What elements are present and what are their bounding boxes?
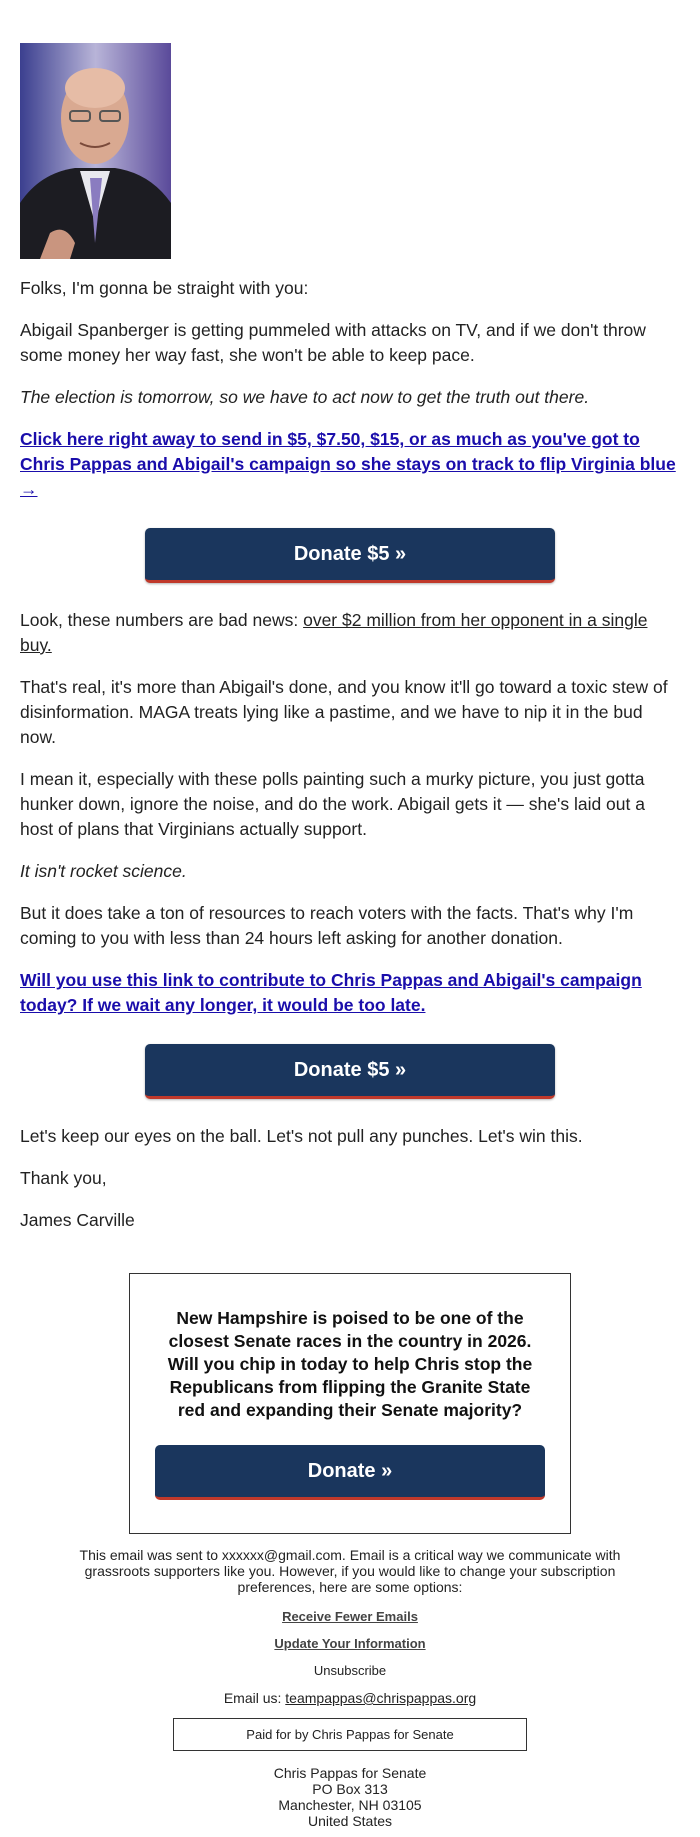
button-row <box>20 528 680 583</box>
donate-link-2[interactable]: Will you use this link to contribute to Chris Pappas and Abigail's campaign today? If we wait any longer, it would be too late. <box>20 970 642 1015</box>
address-line: Chris Pappas for Senate <box>273 1765 427 1781</box>
paragraph: But it does take a ton of resources to reach voters with the facts. That's why I'm coming to you with less than 24 hours left asking for another donation. <box>20 903 634 948</box>
opponent-spending-link[interactable]: over $2 million from her opponent in a single buy. <box>20 610 648 655</box>
email-us <box>20 1690 680 1706</box>
email-us-link[interactable]: teampappas@chrispappas.org <box>285 1690 477 1706</box>
italic-paragraph: The election is tomorrow, so we have to act now to get the truth out there. <box>20 387 590 407</box>
footer-notice: This email was sent to xxxxxx@gmail.com. Email is a critical way we communicate with grassroots supporters like you. However, if you would like to change your subscription preferences, here are some options: <box>79 1547 621 1595</box>
unsubscribe-link[interactable]: Unsubscribe <box>313 1663 387 1678</box>
footer <box>20 1547 680 1829</box>
paragraph: Abigail Spanberger is getting pummeled with attacks on TV, and if we don't throw some money her way fast, she won't be able to keep pace. <box>20 320 646 365</box>
italic-paragraph: It isn't rocket science. <box>20 861 187 881</box>
paid-for-disclaimer: Paid for by Chris Pappas for Senate <box>173 1718 527 1751</box>
receive-fewer-emails-link[interactable]: Receive Fewer Emails <box>282 1609 418 1624</box>
sender-photo <box>20 43 171 259</box>
address-line: PO Box 313 <box>312 1781 388 1797</box>
address-line: Manchester, NH 03105 <box>278 1797 422 1813</box>
paragraph-text: Look, these numbers are bad news: <box>20 610 304 630</box>
donate-button[interactable]: Donate » <box>155 1445 545 1500</box>
paragraph: Let's keep our eyes on the ball. Let's not pull any punches. Let's win this. <box>20 1126 583 1146</box>
signature: James Carville <box>20 1210 135 1230</box>
box-text: New Hampshire is poised to be one of the closest Senate races in the country in 2026. Will you chip in today to help Chris stop the Republicans from flipping the Granite State red and expanding their Senate majority? <box>167 1308 533 1420</box>
email-us-label: Email us: <box>223 1690 286 1706</box>
paragraph <box>20 608 680 658</box>
address-line: United States <box>307 1813 393 1829</box>
donate-5-button[interactable]: Donate $5 » <box>145 1044 555 1099</box>
paragraph: That's real, it's more than Abigail's done, and you know it'll go toward a toxic stew of disinformation. MAGA treats lying like a pastime, and we have to nip it in the bud now. <box>20 677 668 747</box>
cta-paragraph <box>20 427 680 502</box>
new-hampshire-box <box>129 1273 571 1534</box>
email-body <box>20 0 680 1829</box>
update-info-link[interactable]: Update Your Information <box>274 1636 426 1651</box>
greeting: Folks, I'm gonna be straight with you: <box>20 278 309 298</box>
paragraph: I mean it, especially with these polls painting such a murky picture, you just gotta hunker down, ignore the noise, and do the work. Abigail gets it — she's laid out a host of plans that Virginians actually support. <box>20 769 645 839</box>
cta-paragraph <box>20 968 680 1018</box>
button-row <box>20 1044 680 1099</box>
donate-5-button[interactable]: Donate $5 » <box>145 528 555 583</box>
mailing-address <box>20 1765 680 1829</box>
signoff: Thank you, <box>20 1168 107 1188</box>
donate-link-1[interactable]: Click here right away to send in $5, $7.50, $15, or as much as you've got to Chris Pappas and Abigail's campaign so she stays on track to flip Virginia blue → <box>20 429 676 499</box>
